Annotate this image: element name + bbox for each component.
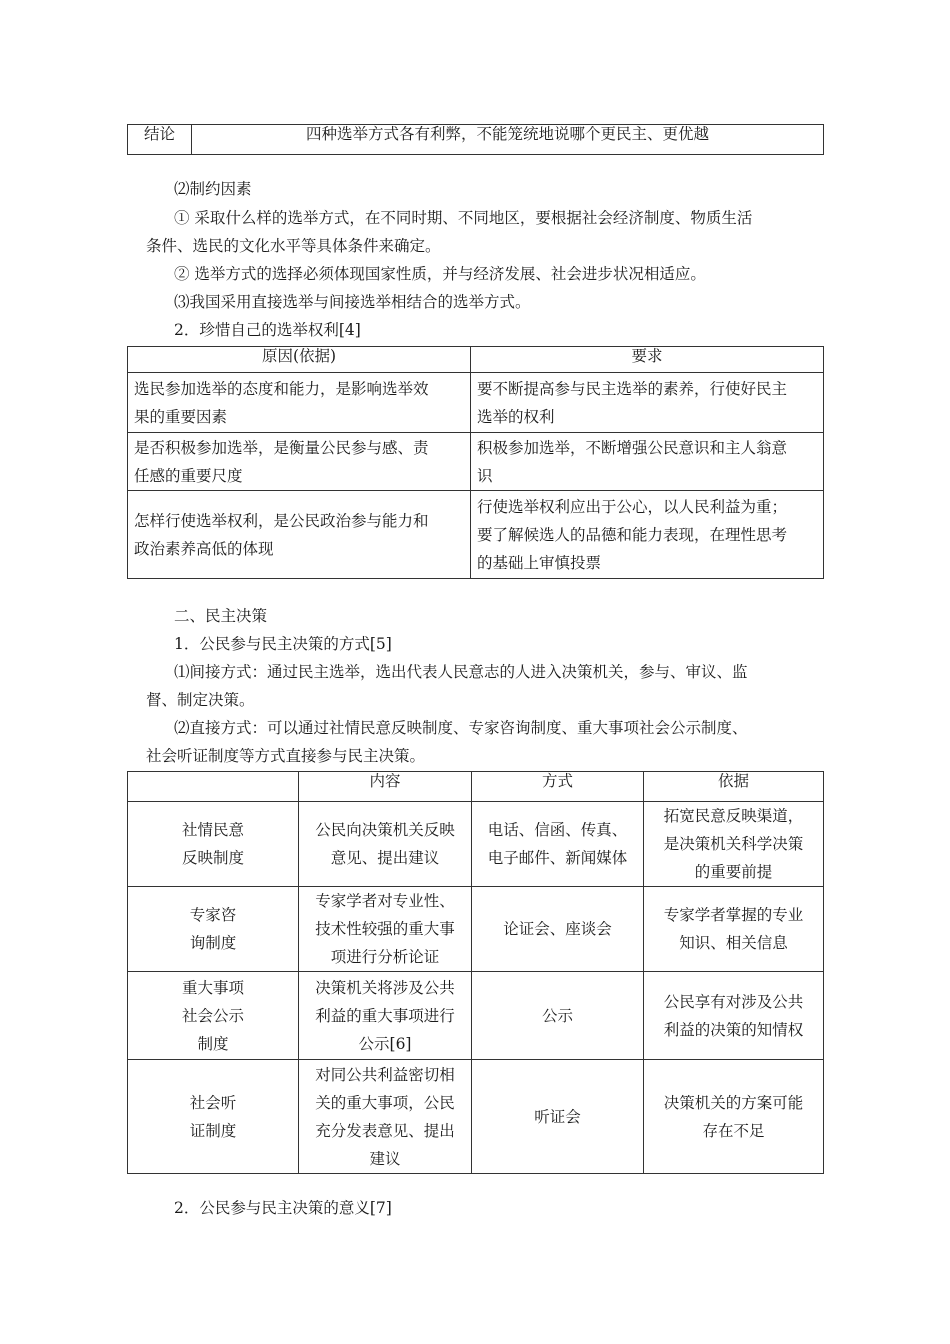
paragraph-1-line-1: ① 采取什么样的选举方式，在不同时期、不同地区，要根据社会经济制度、物质生活	[174, 209, 753, 227]
conclusion-table	[127, 124, 824, 155]
table-cell: 要不断提高参与民主选举的素养，行使好民主 选举的权利	[471, 373, 824, 433]
table-cell: 听证会	[472, 1060, 644, 1174]
table-cell: 社会听 证制度	[128, 1060, 299, 1174]
table-cell: 专家学者掌握的专业 知识、相关信息	[644, 887, 824, 972]
table-cell: 怎样行使选举权利，是公民政治参与能力和 政治素养高低的体现	[128, 491, 471, 579]
table-cell: 积极参加选举，不断增强公民意识和主人翁意 识	[471, 433, 824, 491]
table-cell: 对同公共利益密切相 关的重大事项，公民 充分发表意见、提出 建议	[299, 1060, 472, 1174]
header-requirement: 要求	[471, 347, 824, 373]
table-cell: 决策机关将涉及公共 利益的重大事项进行 公示[6]	[299, 972, 472, 1060]
table-cell: 专家学者对专业性、 技术性较强的重大事 项进行分析论证	[299, 887, 472, 972]
decision-table	[127, 771, 824, 1174]
direct-line-1: ⑵直接方式：可以通过社情民意反映制度、专家咨询制度、重大事项社会公示制度、	[174, 719, 748, 737]
paragraph-3: ⑶我国采用直接选举与间接选举相结合的选举方式。	[174, 293, 531, 311]
constraint-heading: ⑵制约因素	[174, 180, 252, 198]
header-reason: 原因(依据)	[128, 347, 471, 373]
rights-table	[127, 346, 824, 579]
section-heading-rights: 2．珍惜自己的选举权利[4]	[174, 321, 361, 339]
header-basis: 依据	[644, 772, 824, 802]
table-cell: 论证会、座谈会	[472, 887, 644, 972]
indirect-line-1: ⑴间接方式：通过民主选举，选出代表人民意志的人进入决策机关，参与、审议、监	[174, 663, 748, 681]
table-cell: 拓宽民意反映渠道， 是决策机关科学决策 的重要前提	[644, 802, 824, 887]
section-heading-methods: 1．公民参与民主决策的方式[5]	[174, 635, 392, 653]
conclusion-text: 四种选举方式各有利弊，不能笼统地说哪个更民主、更优越	[192, 125, 824, 155]
table-cell: 公民享有对涉及公共 利益的决策的知情权	[644, 972, 824, 1060]
table-cell: 决策机关的方案可能 存在不足	[644, 1060, 824, 1174]
table-cell: 选民参加选举的态度和能力，是影响选举效 果的重要因素	[128, 373, 471, 433]
table-cell: 社情民意 反映制度	[128, 802, 299, 887]
header-method: 方式	[472, 772, 644, 802]
indirect-line-2: 督、制定决策。	[146, 691, 255, 709]
section-title-decision: 二、民主决策	[174, 607, 268, 625]
paragraph-1-line-2: 条件、选民的文化水平等具体条件来确定。	[146, 237, 441, 255]
header-empty	[128, 772, 299, 802]
table-cell: 公民向决策机关反映 意见、提出建议	[299, 802, 472, 887]
table-cell: 是否积极参加选举，是衡量公民参与感、责 任感的重要尺度	[128, 433, 471, 491]
header-content: 内容	[299, 772, 472, 802]
conclusion-label: 结论	[128, 125, 192, 155]
direct-line-2: 社会听证制度等方式直接参与民主决策。	[146, 747, 426, 765]
section-heading-significance: 2．公民参与民主决策的意义[7]	[174, 1199, 392, 1217]
table-cell: 专家咨 询制度	[128, 887, 299, 972]
table-cell: 电话、信函、传真、 电子邮件、新闻媒体	[472, 802, 644, 887]
table-cell: 重大事项 社会公示 制度	[128, 972, 299, 1060]
table-cell: 公示	[472, 972, 644, 1060]
paragraph-2: ② 选举方式的选择必须体现国家性质，并与经济发展、社会进步状况相适应。	[174, 265, 706, 283]
table-cell: 行使选举权利应出于公心，以人民利益为重； 要了解候选人的品德和能力表现，在理性思考 的基础上审慎投票	[471, 491, 824, 579]
